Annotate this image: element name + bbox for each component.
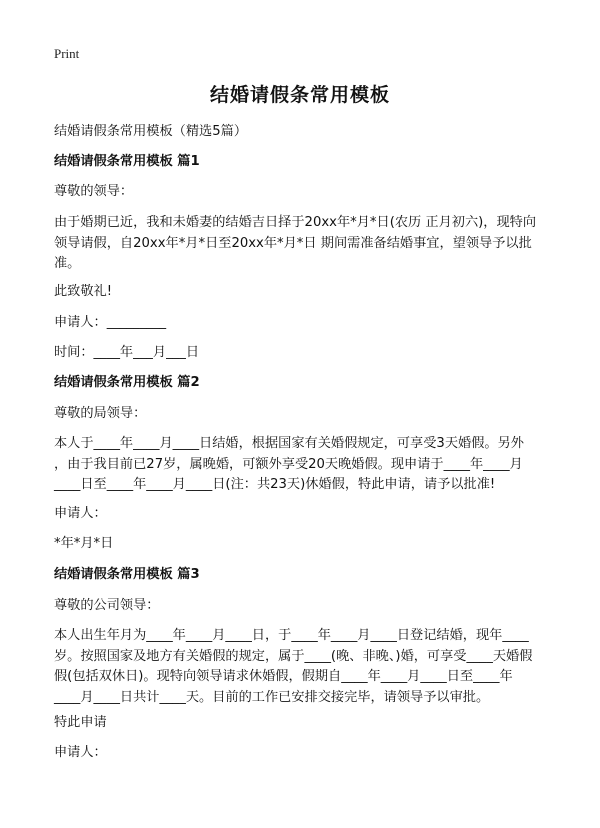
- body-line: 准。: [54, 256, 81, 271]
- section-3-heading: 结婚请假条常用模板 篇3: [54, 567, 200, 582]
- section-1-closing: 此致敬礼!: [54, 284, 113, 299]
- section-2-body: [54, 434, 546, 496]
- section-3-salutation: 尊敬的公司领导：: [54, 598, 160, 613]
- section-2-salutation: 尊敬的局领导：: [54, 406, 147, 421]
- body-line: ，由于我目前已27岁，属晚婚，可额外享受20天晚婚假。现申请于____年____月: [54, 456, 523, 472]
- body-line: 本人于____年____月____日结婚，根据国家有关婚假规定，可享受3天婚假。另外: [54, 436, 524, 451]
- body-line: 由于婚期已近，我和未婚妻的结婚吉日择于20xx年*月*日(农历 正月初六)，现特向: [54, 215, 537, 230]
- section-3-body: [54, 626, 546, 708]
- section-2-heading: 结婚请假条常用模板 篇2: [54, 375, 200, 390]
- body-line: 领导请假，自20xx年*月*日至20xx年*月*日 期间需准备结婚事宜，望领导予以批: [54, 235, 532, 251]
- section-1-salutation: 尊敬的领导：: [54, 184, 134, 199]
- print-link[interactable]: Print: [54, 46, 80, 61]
- body-line: 岁。按照国家及地方有关婚假的规定，属于____(晚、非晚、)婚，可享受____天婚假: [54, 648, 533, 664]
- section-3-closing: 特此申请: [54, 715, 107, 730]
- section-3-applicant: 申请人：: [54, 745, 107, 760]
- body-line: ____日至____年____月____日(注：共23天)休婚假，特此申请，请予以批准!: [54, 477, 496, 492]
- section-1-applicant: 申请人：_________: [54, 315, 167, 330]
- section-1-heading: 结婚请假条常用模板 篇1: [54, 154, 200, 169]
- section-1-body: [54, 213, 546, 275]
- section-2-date: *年*月*日: [54, 536, 114, 551]
- body-line: ____月____日共计____天。目前的工作已安排交接完毕，请领导予以审批。: [54, 689, 490, 705]
- subtitle: 结婚请假条常用模板（精选5篇）: [54, 124, 248, 139]
- body-line: 本人出生年月为____年____月____日，于____年____月____日登记结婚，现年____: [54, 628, 529, 643]
- body-line: 假(包括双休日)。现特向领导请求休婚假，假期自____年____月____日至____年: [54, 669, 513, 684]
- section-2-applicant: 申请人：: [54, 506, 107, 521]
- page-title: 结婚请假条常用模板: [209, 84, 390, 106]
- section-1-time: 时间：____年___月___日: [54, 345, 200, 360]
